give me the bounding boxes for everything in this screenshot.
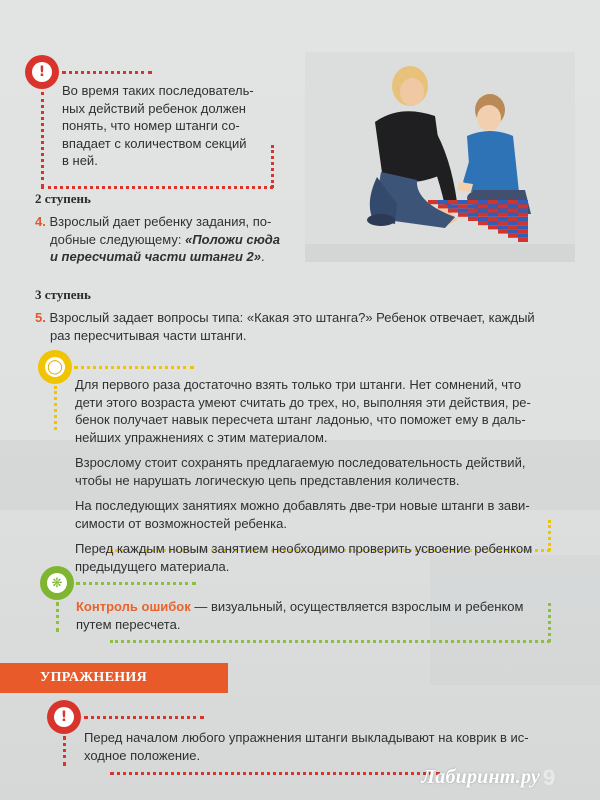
step2-text: Взрослый дает ребенку задания, по-	[49, 214, 272, 229]
rod-segment	[478, 213, 488, 217]
control-dotted-bottom	[110, 640, 550, 643]
rod-segment	[478, 204, 488, 208]
rod-segment	[468, 204, 478, 208]
rod-segment	[488, 217, 498, 221]
control-text	[76, 598, 556, 633]
note2-line: Взрослому стоит сохранять предлагаемую последовательность действий,	[75, 455, 526, 470]
note1-dotted-left	[41, 92, 44, 187]
note2-line: На последующих занятиях можно добавлять две-три новые штанги в зави-	[75, 498, 530, 513]
note2-paragraph	[75, 540, 575, 575]
rod-segment	[508, 208, 518, 212]
note2-paragraph	[75, 454, 575, 489]
photo-woman-child-rods	[305, 52, 575, 262]
rod-segment	[438, 200, 448, 204]
rod-segment	[458, 200, 468, 204]
rod-segment	[498, 213, 508, 217]
rod-segment	[478, 221, 488, 225]
rod-segment	[458, 213, 468, 217]
step3-text: раз пересчитывая части штанги.	[50, 327, 247, 343]
note2-line: Перед каждым новым занятием необходимо проверить усвоение ребенком	[75, 541, 533, 556]
step3-item	[35, 309, 565, 344]
rod-segment	[508, 229, 518, 233]
rod-segment	[488, 208, 498, 212]
exercises-line: Перед началом любого упражнения штанги выкладывают на коврик в ис-	[84, 730, 529, 745]
rod-segment	[508, 221, 518, 225]
rod-segment	[468, 213, 478, 217]
note2-line: чтобы не нарушать логическую цепь представления количеств.	[75, 472, 460, 488]
rod-segment	[488, 200, 498, 204]
exercises-exclamation-icon: !	[47, 700, 81, 734]
rod-segment	[498, 204, 508, 208]
control-dotted-top	[76, 582, 196, 585]
step2-item	[35, 213, 305, 266]
note2-dotted-top	[74, 366, 194, 369]
note1-dotted-bottom	[41, 186, 273, 189]
note2-line: дети этого возраста умеют считать до трех, но, выполняя эти действия, ре-	[75, 394, 531, 410]
note2-line: бенок получает навык пересчета штанг ладонью, что поможет ему в даль-	[75, 412, 526, 427]
rod-segment	[518, 217, 528, 221]
rod-segment	[468, 208, 478, 212]
rod-segment	[488, 213, 498, 217]
rod-segment	[518, 221, 528, 225]
exercises-text	[84, 729, 564, 764]
note1-line: понять, что номер штанги со-	[62, 118, 240, 133]
note1-line: ных действий ребенок должен	[62, 100, 246, 116]
watermark-logo: Лабиринт.ру	[421, 766, 540, 788]
note2-line: предыдущего материала.	[75, 558, 230, 574]
note1-line: в ней.	[62, 153, 98, 168]
exercises-line: ходное положение.	[84, 747, 201, 763]
note1-text	[62, 82, 292, 170]
control-line: — визуальный, осуществляется взрослым и ребенком	[190, 599, 524, 614]
rod-segment	[498, 229, 508, 233]
exercises-dotted-top	[84, 716, 204, 719]
page-number: 9	[543, 765, 556, 790]
control-gear-icon: ❋	[40, 566, 74, 600]
note2-dotted-left	[54, 386, 57, 430]
step2-text: .	[260, 249, 265, 264]
step2-number: 4.	[35, 214, 46, 229]
note1-line: Во время таких последователь-	[62, 83, 254, 98]
exercises-dotted-bottom	[110, 772, 440, 775]
step3-number: 5.	[35, 310, 46, 325]
note2-line: Для первого раза достаточно взять только три штанги. Нет сомнений, что	[75, 377, 522, 392]
rod-segment	[508, 200, 518, 204]
step2-emphasis: и пересчитай части штанги 2»	[50, 249, 261, 264]
rod-segment	[518, 200, 528, 204]
rod-segment	[518, 208, 528, 212]
rod-segment	[498, 208, 508, 212]
rod-segment	[518, 225, 528, 229]
step3-heading: 3 ступень	[35, 287, 91, 302]
rod-segment	[508, 234, 518, 238]
note1-line: впадает с количеством секций	[62, 135, 247, 151]
note2-lightbulb-icon: ◯	[38, 350, 72, 384]
rod-segment	[438, 204, 448, 208]
rod-segment	[428, 200, 438, 204]
control-label: Контроль ошибок	[76, 599, 191, 614]
note2-paragraph	[75, 376, 575, 446]
rod-segment	[478, 200, 488, 204]
rod-segment	[498, 200, 508, 204]
control-line: путем пересчета.	[76, 616, 181, 632]
step3-text: Взрослый задает вопросы типа: «Какая это штанга?» Ребенок отвечает, каждый	[49, 310, 535, 325]
rod-segment	[518, 229, 528, 233]
step2-text: добные следующему:	[50, 231, 186, 247]
rod-segment	[468, 217, 478, 221]
rod-segment	[468, 200, 478, 204]
rod-segment	[508, 213, 518, 217]
step2-heading: 2 ступень	[35, 191, 91, 206]
note2-line: нейших упражнениях с этим материалом.	[75, 429, 328, 445]
rod-segment	[518, 213, 528, 217]
rod-segment	[498, 225, 508, 229]
rod-segment	[448, 208, 458, 212]
rod-segment	[518, 234, 528, 238]
rod-segment	[458, 204, 468, 208]
note2-line: симости от возможностей ребенка.	[75, 515, 287, 531]
rod-segment	[518, 238, 528, 242]
rod-segment	[478, 217, 488, 221]
step2-emphasis: «Положи сюда	[185, 231, 280, 247]
rod-segment	[508, 204, 518, 208]
exercises-dotted-left	[63, 736, 66, 766]
control-dotted-left	[56, 602, 59, 632]
exercises-banner-title: УПРАЖНЕНИЯ	[40, 670, 147, 685]
note1-dotted-top	[62, 71, 152, 74]
rod-segment	[458, 208, 468, 212]
rod-segment	[498, 217, 508, 221]
rod-segment	[448, 204, 458, 208]
exercises-banner	[0, 663, 228, 693]
rod-segment	[488, 204, 498, 208]
rod-segment	[518, 204, 528, 208]
note2-paragraph	[75, 497, 575, 532]
rod-segment	[498, 221, 508, 225]
note1-exclamation-icon: !	[25, 55, 59, 89]
rod-segment	[448, 200, 458, 204]
rod-segment	[508, 225, 518, 229]
rod-segment	[508, 217, 518, 221]
rod-segment	[488, 225, 498, 229]
note2-text	[75, 376, 575, 575]
rod-segment	[488, 221, 498, 225]
rod-segment	[478, 208, 488, 212]
